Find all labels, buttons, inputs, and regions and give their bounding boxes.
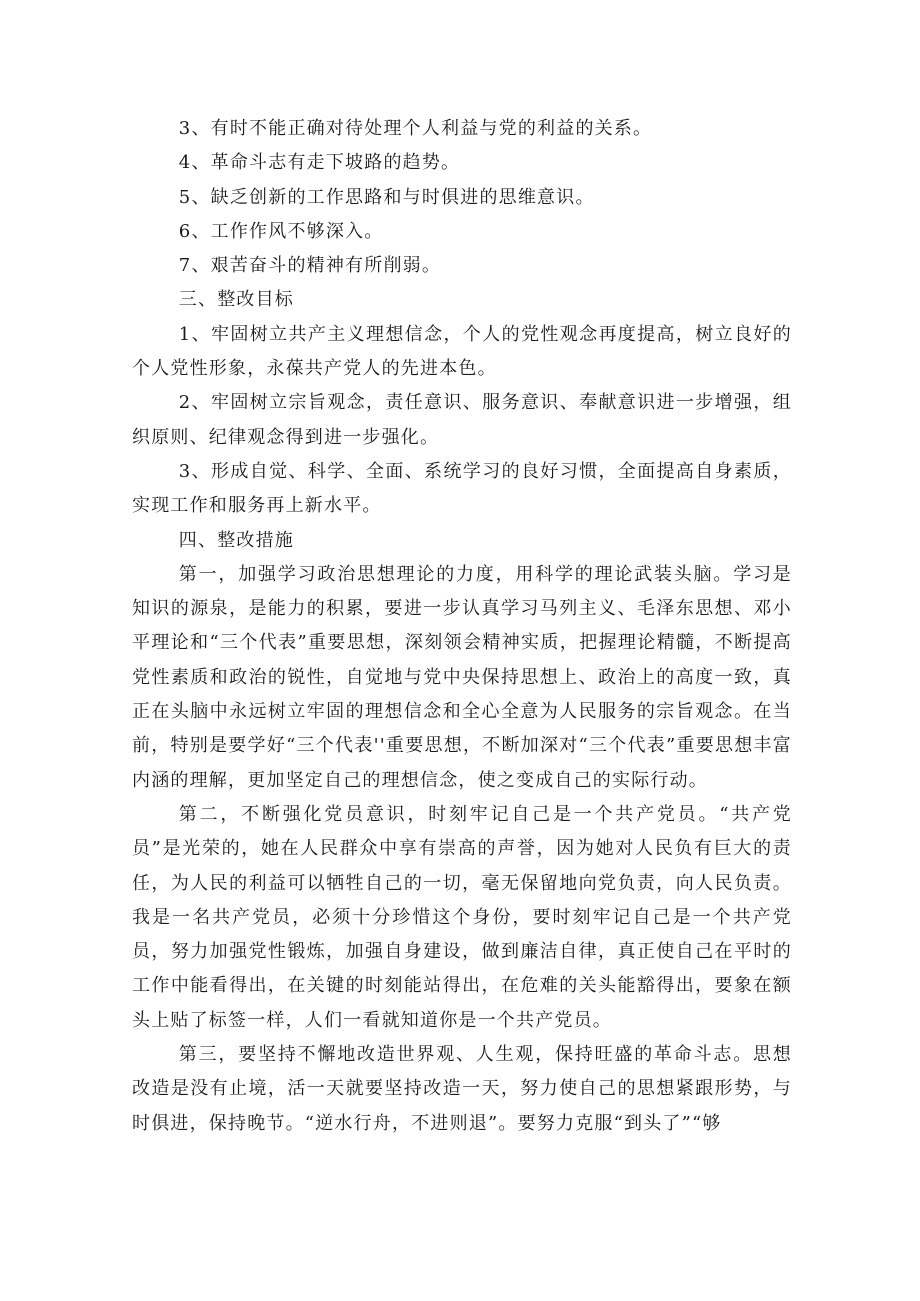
- paragraph-issue-6: 6、工作作风不够深入。: [178, 220, 384, 242]
- paragraph-issue-3: 3、有时不能正确对待处理个人利益与党的利益的关系。: [178, 118, 653, 139]
- paragraph-measure-1: 第一，加强学习政治思想理论的力度，用科学的理论武装头脑。学习是知识的源泉，是能力的积累，要进一步认真学习马列主义、毛泽东思想、邓小平理论和“三个代表”重要思想，深刻领会精神实质，把握理论精髓，不断提高党性素质和政治的锐性，自觉地与党中央保持思想上、政治上的高度一致，真正在头脑中永远树立牢固的理想信念和全心全意为人民服务的宗旨观念。在当前，特别是要学好“三个代表''重要思想，不断加深对“三个代表”重要思想丰富内涵的理解，更加坚定自己的理想信念，使之变成自己的实际行动。: [132, 563, 792, 791]
- paragraph-issue-5: 5、缺乏创新的工作思路和与时俱进的思维意识。: [178, 186, 595, 208]
- paragraph-issue-7: 7、艰苦奋斗的精神有所削弱。: [178, 255, 442, 277]
- paragraph-measure-3: 第三，要坚持不懈地改造世界观、人生观，保持旺盛的革命斗志。思想改造是没有止境，活一天就要坚持改造一天，努力使自己的思想紧跟形势，与时俱进，保持晚节。“逆水行舟，不进则退”。要努力克服“到头了”“够: [132, 1044, 792, 1134]
- section-heading-goals: 三、整改目标: [178, 289, 294, 311]
- section-heading-measures: 四、整改措施: [178, 529, 294, 551]
- paragraph-issue-4: 4、革命斗志有走下坡路的趋势。: [178, 152, 461, 174]
- paragraph-measure-2: 第二，不断强化党员意识，时刻牢记自己是一个共产党员。“共产党员”是光荣的，她在人民群众中享有崇高的声誉，因为她对人民负有巨大的责任，为人民的利益可以牺牲自己的一切，毫无保留地向党负责，向人民负责。我是一名共产党员，必须十分珍惜这个身份，要时刻牢记自己是一个共产党员，努力加强党性锻炼，加强自身建设，做到廉洁自律，真正使自己在平时的工作中能看得出，在关键的时刻能站得出，在危难的关头能豁得出，要象在额头上贴了标签一样，人们一看就知道你是一个共产党员。: [132, 803, 792, 1031]
- paragraph-goal-3: 3、形成自觉、科学、全面、系统学习的良好习惯，全面提高自身素质，实现工作和服务再上新水平。: [132, 460, 792, 517]
- paragraph-goal-2: 2、牢固树立宗旨观念，责任意识、服务意识、奉献意识进一步增强，组织原则、纪律观念得到进一步强化。: [132, 392, 792, 448]
- paragraph-goal-1: 1、牢固树立共产主义理想信念，个人的党性观念再度提高，树立良好的个人党性形象，永葆共产党人的先进本色。: [132, 323, 792, 380]
- document-body: [132, 112, 792, 1141]
